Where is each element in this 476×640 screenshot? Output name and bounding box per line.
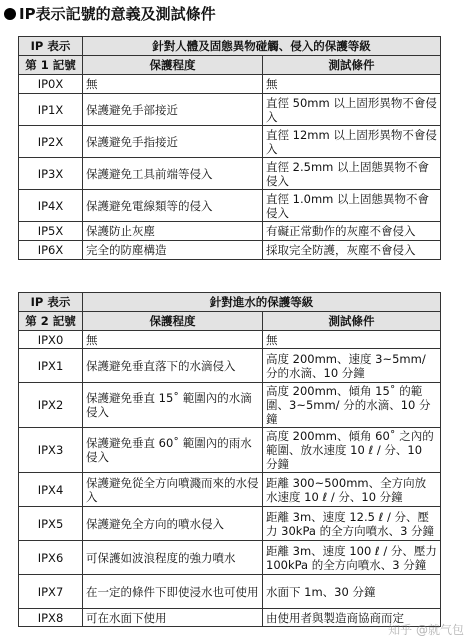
test-cell: 高度 200mm、傾角 60˚ 之內的範圍、放水速度 10 ℓ / 分、10 分鐘 [263,428,441,473]
table-row [19,241,441,260]
bullet-icon [4,8,16,20]
protection-cell: 保護避免垂直 15˚ 範圍內的水滴侵入 [83,383,263,428]
test-cell: 採取完全防護，灰塵不會侵入 [263,241,441,260]
protection-cell: 保護避免手部接近 [83,94,263,126]
table-row [19,75,441,94]
table-row [19,222,441,241]
test-cell: 直徑 50mm 以上固形異物不會侵入 [263,94,441,126]
code-cell: IP0X [19,75,83,94]
table-row [19,126,441,158]
header-cell: 保護程度 [83,312,263,331]
table-row [19,94,441,126]
table-row [19,428,441,473]
code-cell: IPX1 [19,349,83,383]
code-cell: IPX8 [19,609,83,627]
header-cell: 第 1 記號 [19,56,83,75]
test-cell: 高度 200mm、速度 3~5mm/ 分的水滴、10 分鐘 [263,349,441,383]
table-row [19,473,441,507]
test-cell: 直徑 2.5mm 以上固態異物不會侵入 [263,158,441,190]
test-cell: 直徑 1.0mm 以上固態異物不會侵入 [263,190,441,222]
table-row [19,349,441,383]
header-cell: 測試條件 [263,56,441,75]
code-cell: IP3X [19,158,83,190]
code-cell: IP1X [19,94,83,126]
title-text: IP表示記號的意義及測試條件 [19,5,216,23]
test-cell: 無 [263,75,441,94]
table-row [19,507,441,541]
water-protection-table [18,292,441,627]
header-cell: IP 表示 [19,37,83,56]
header-cell: 針對人體及固態異物碰觸、侵入的保護等級 [83,37,441,56]
table-row [19,609,441,627]
table-header-row [19,312,441,331]
protection-cell: 保護避免從全方向噴濺而來的水侵入 [83,473,263,507]
table-row [19,541,441,575]
protection-cell: 保護避免垂直落下的水滴侵入 [83,349,263,383]
code-cell: IP5X [19,222,83,241]
test-cell: 有礙正常動作的灰塵不會侵入 [263,222,441,241]
code-cell: IPX7 [19,575,83,609]
protection-cell: 保護避免手指接近 [83,126,263,158]
code-cell: IPX6 [19,541,83,575]
table-row [19,383,441,428]
protection-cell: 保護避免全方向的噴水侵入 [83,507,263,541]
protection-cell: 無 [83,75,263,94]
table-row [19,575,441,609]
protection-cell: 保護防止灰塵 [83,222,263,241]
header-cell: IP 表示 [19,293,83,312]
protection-cell: 保護避免垂直 60˚ 範圍內的雨水侵入 [83,428,263,473]
protection-cell: 保護避免工具前端等侵入 [83,158,263,190]
test-cell: 直徑 12mm 以上固形異物不會侵入 [263,126,441,158]
table-row [19,190,441,222]
protection-cell: 在一定的條件下即使浸水也可使用 [83,575,263,609]
table-row [19,158,441,190]
test-cell: 距離 3m、速度 100 ℓ / 分、壓力 100kPa 的全方向噴水、3 分鐘 [263,541,441,575]
protection-cell: 保護避免電線類等的侵入 [83,190,263,222]
test-cell: 水面下 1m、30 分鐘 [263,575,441,609]
table-header-row [19,293,441,312]
header-cell: 測試條件 [263,312,441,331]
test-cell: 由使用者與製造商協商而定 [263,609,441,627]
table-row [19,331,441,349]
code-cell: IPX2 [19,383,83,428]
document-title [4,3,216,25]
test-cell: 高度 200mm、傾角 15˚ 的範圍、3~5mm/ 分的水滴、10 分鐘 [263,383,441,428]
code-cell: IPX5 [19,507,83,541]
protection-cell: 完全的防塵構造 [83,241,263,260]
watermark: 知乎 @就气包 [388,623,464,637]
header-cell: 保護程度 [83,56,263,75]
solid-protection-table [18,36,441,260]
table-header-row [19,56,441,75]
test-cell: 無 [263,331,441,349]
test-cell: 距離 300~500mm、全方向放水速度 10 ℓ / 分、10 分鐘 [263,473,441,507]
code-cell: IP4X [19,190,83,222]
protection-cell: 可保護如波浪程度的強力噴水 [83,541,263,575]
code-cell: IPX3 [19,428,83,473]
code-cell: IP6X [19,241,83,260]
header-cell: 針對進水的保護等級 [83,293,441,312]
code-cell: IPX4 [19,473,83,507]
table-header-row [19,37,441,56]
test-cell: 距離 3m、速度 12.5 ℓ / 分、壓力 30kPa 的全方向噴水、3 分鐘 [263,507,441,541]
code-cell: IP2X [19,126,83,158]
protection-cell: 可在水面下使用 [83,609,263,627]
protection-cell: 無 [83,331,263,349]
header-cell: 第 2 記號 [19,312,83,331]
code-cell: IPX0 [19,331,83,349]
